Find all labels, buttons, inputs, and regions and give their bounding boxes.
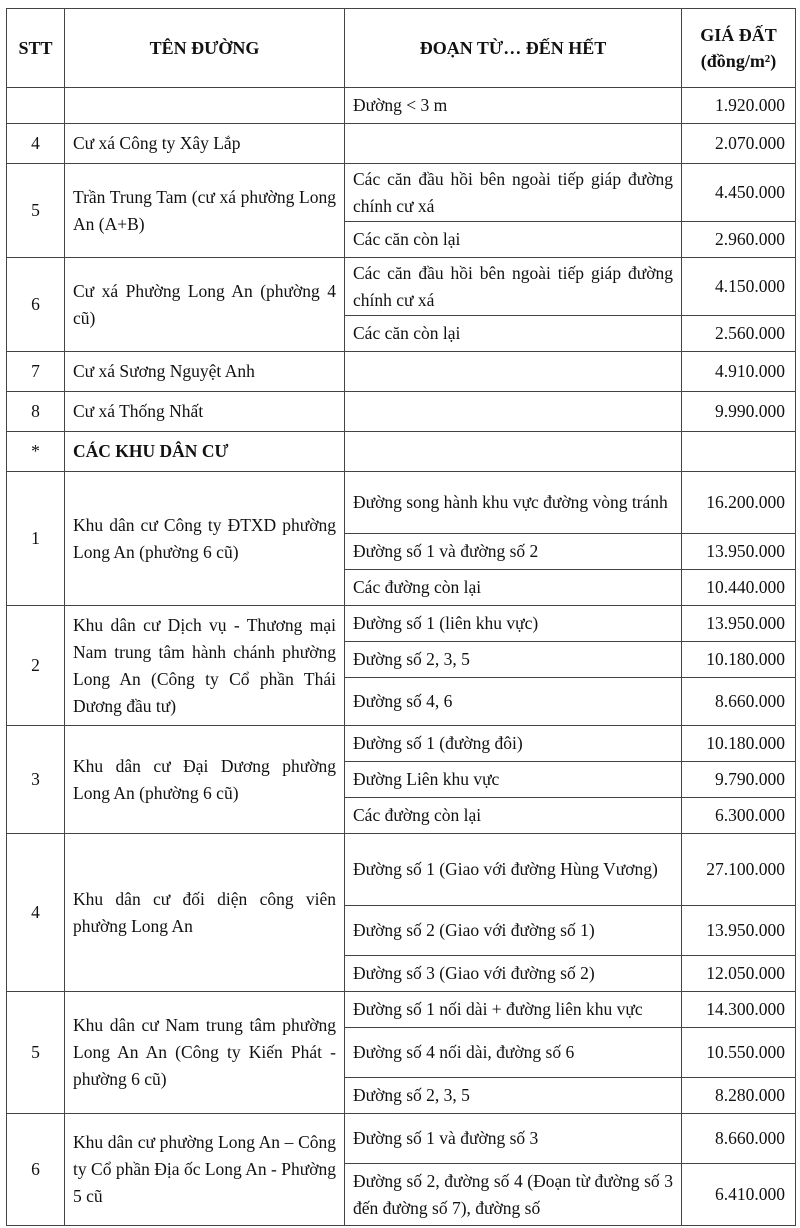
- table-row: [7, 258, 796, 316]
- table-row: [7, 472, 796, 534]
- price-cell: 2.560.000: [682, 316, 796, 352]
- street-name-cell: Cư xá Công ty Xây Lắp: [65, 124, 345, 164]
- street-name-cell: Khu dân cư Công ty ĐTXD phường Long An (phường 6 cũ): [65, 472, 345, 606]
- segment-cell: [345, 124, 682, 164]
- price-cell: 8.660.000: [682, 1114, 796, 1164]
- stt-cell: 6: [7, 258, 65, 352]
- street-name-cell: Khu dân cư phường Long An – Công ty Cổ phần Địa ốc Long An - Phường 5 cũ: [65, 1114, 345, 1226]
- stt-cell: 1: [7, 472, 65, 606]
- segment-cell: Đường số 1 và đường số 2: [345, 534, 682, 570]
- price-cell: 4.910.000: [682, 352, 796, 392]
- price-cell: 27.100.000: [682, 834, 796, 906]
- price-cell: 9.790.000: [682, 762, 796, 798]
- table-row: [7, 124, 796, 164]
- street-name-cell: [65, 88, 345, 124]
- price-cell: 13.950.000: [682, 606, 796, 642]
- segment-cell: Các căn đầu hồi bên ngoài tiếp giáp đường chính cư xá: [345, 258, 682, 316]
- segment-cell: Đường Liên khu vực: [345, 762, 682, 798]
- segment-cell: Các căn còn lại: [345, 222, 682, 258]
- stt-cell: 5: [7, 992, 65, 1114]
- price-cell: 6.300.000: [682, 798, 796, 834]
- price-cell: 10.180.000: [682, 726, 796, 762]
- segment-cell: Đường số 2, 3, 5: [345, 642, 682, 678]
- segment-cell: Đường số 2 (Giao với đường số 1): [345, 906, 682, 956]
- stt-cell: 4: [7, 834, 65, 992]
- stt-cell: 2: [7, 606, 65, 726]
- table-row: [7, 432, 796, 472]
- street-name-cell: Trần Trung Tam (cư xá phường Long An (A+B): [65, 164, 345, 258]
- segment-cell: Đường song hành khu vực đường vòng tránh: [345, 472, 682, 534]
- table-row: [7, 726, 796, 762]
- segment-cell: Các đường còn lại: [345, 570, 682, 606]
- segment-cell: [345, 392, 682, 432]
- price-cell: 10.550.000: [682, 1028, 796, 1078]
- table-row: [7, 352, 796, 392]
- table-row: [7, 1114, 796, 1164]
- segment-cell: Đường số 3 (Giao với đường số 2): [345, 956, 682, 992]
- stt-cell: 3: [7, 726, 65, 834]
- table-row: [7, 834, 796, 906]
- price-cell: 4.150.000: [682, 258, 796, 316]
- header-price: [682, 9, 796, 88]
- header-street-name: TÊN ĐƯỜNG: [65, 9, 345, 88]
- table-row: [7, 992, 796, 1028]
- street-name-cell: Khu dân cư Đại Dương phường Long An (phường 6 cũ): [65, 726, 345, 834]
- segment-cell: Đường số 1 (Giao với đường Hùng Vương): [345, 834, 682, 906]
- price-cell: 12.050.000: [682, 956, 796, 992]
- street-name-cell: Cư xá Sương Nguyệt Anh: [65, 352, 345, 392]
- segment-cell: Các đường còn lại: [345, 798, 682, 834]
- street-name-cell: Khu dân cư Dịch vụ - Thương mại Nam trung tâm hành chánh phường Long An (Công ty Cổ phần Thái Dương đầu tư): [65, 606, 345, 726]
- segment-cell: [345, 352, 682, 392]
- segment-cell: Đường số 1 (liên khu vực): [345, 606, 682, 642]
- price-cell: 13.950.000: [682, 906, 796, 956]
- street-name-cell: Cư xá Thống Nhất: [65, 392, 345, 432]
- price-cell: 8.660.000: [682, 678, 796, 726]
- stt-cell: 4: [7, 124, 65, 164]
- segment-cell: Đường số 1 (đường đôi): [345, 726, 682, 762]
- table-row: [7, 88, 796, 124]
- price-cell: 1.920.000: [682, 88, 796, 124]
- segment-cell: Đường số 4 nối dài, đường số 6: [345, 1028, 682, 1078]
- stt-cell: 6: [7, 1114, 65, 1226]
- table-row: [7, 606, 796, 642]
- stt-cell: [7, 88, 65, 124]
- segment-cell: Đường số 1 nối dài + đường liên khu vực: [345, 992, 682, 1028]
- price-cell: 13.950.000: [682, 534, 796, 570]
- street-name-cell: Khu dân cư Nam trung tâm phường Long An An (Công ty Kiến Phát - phường 6 cũ): [65, 992, 345, 1114]
- segment-cell: Đường số 2, đường số 4 (Đoạn từ đường số 3 đến đường số 7), đường số: [345, 1164, 682, 1226]
- segment-cell: [345, 432, 682, 472]
- segment-cell: Đường < 3 m: [345, 88, 682, 124]
- stt-cell: 5: [7, 164, 65, 258]
- price-cell: 2.070.000: [682, 124, 796, 164]
- price-cell: 8.280.000: [682, 1078, 796, 1114]
- price-cell: 10.440.000: [682, 570, 796, 606]
- table-header-row: [7, 9, 796, 88]
- segment-cell: Đường số 2, 3, 5: [345, 1078, 682, 1114]
- street-name-cell: CÁC KHU DÂN CƯ: [65, 432, 345, 472]
- price-cell: 2.960.000: [682, 222, 796, 258]
- table-body: [7, 88, 796, 1226]
- header-stt: STT: [7, 9, 65, 88]
- street-name-cell: Cư xá Phường Long An (phường 4 cũ): [65, 258, 345, 352]
- land-price-table: [6, 8, 796, 1226]
- street-name-cell: Khu dân cư đối diện công viên phường Long An: [65, 834, 345, 992]
- table-row: [7, 164, 796, 222]
- stt-cell: 7: [7, 352, 65, 392]
- price-cell: 4.450.000: [682, 164, 796, 222]
- table-row: [7, 392, 796, 432]
- stt-cell: 8: [7, 392, 65, 432]
- price-cell: 10.180.000: [682, 642, 796, 678]
- segment-cell: Đường số 1 và đường số 3: [345, 1114, 682, 1164]
- segment-cell: Các căn đầu hồi bên ngoài tiếp giáp đường chính cư xá: [345, 164, 682, 222]
- header-segment: ĐOẠN TỪ… ĐẾN HẾT: [345, 9, 682, 88]
- price-cell: 14.300.000: [682, 992, 796, 1028]
- stt-cell: *: [7, 432, 65, 472]
- price-cell: [682, 432, 796, 472]
- price-cell: 9.990.000: [682, 392, 796, 432]
- segment-cell: Các căn còn lại: [345, 316, 682, 352]
- price-cell: 16.200.000: [682, 472, 796, 534]
- header-price-line1: GIÁ ĐẤT: [700, 25, 777, 45]
- segment-cell: Đường số 4, 6: [345, 678, 682, 726]
- price-cell: 6.410.000: [682, 1164, 796, 1226]
- header-price-line2: (đồng/m²): [700, 51, 777, 71]
